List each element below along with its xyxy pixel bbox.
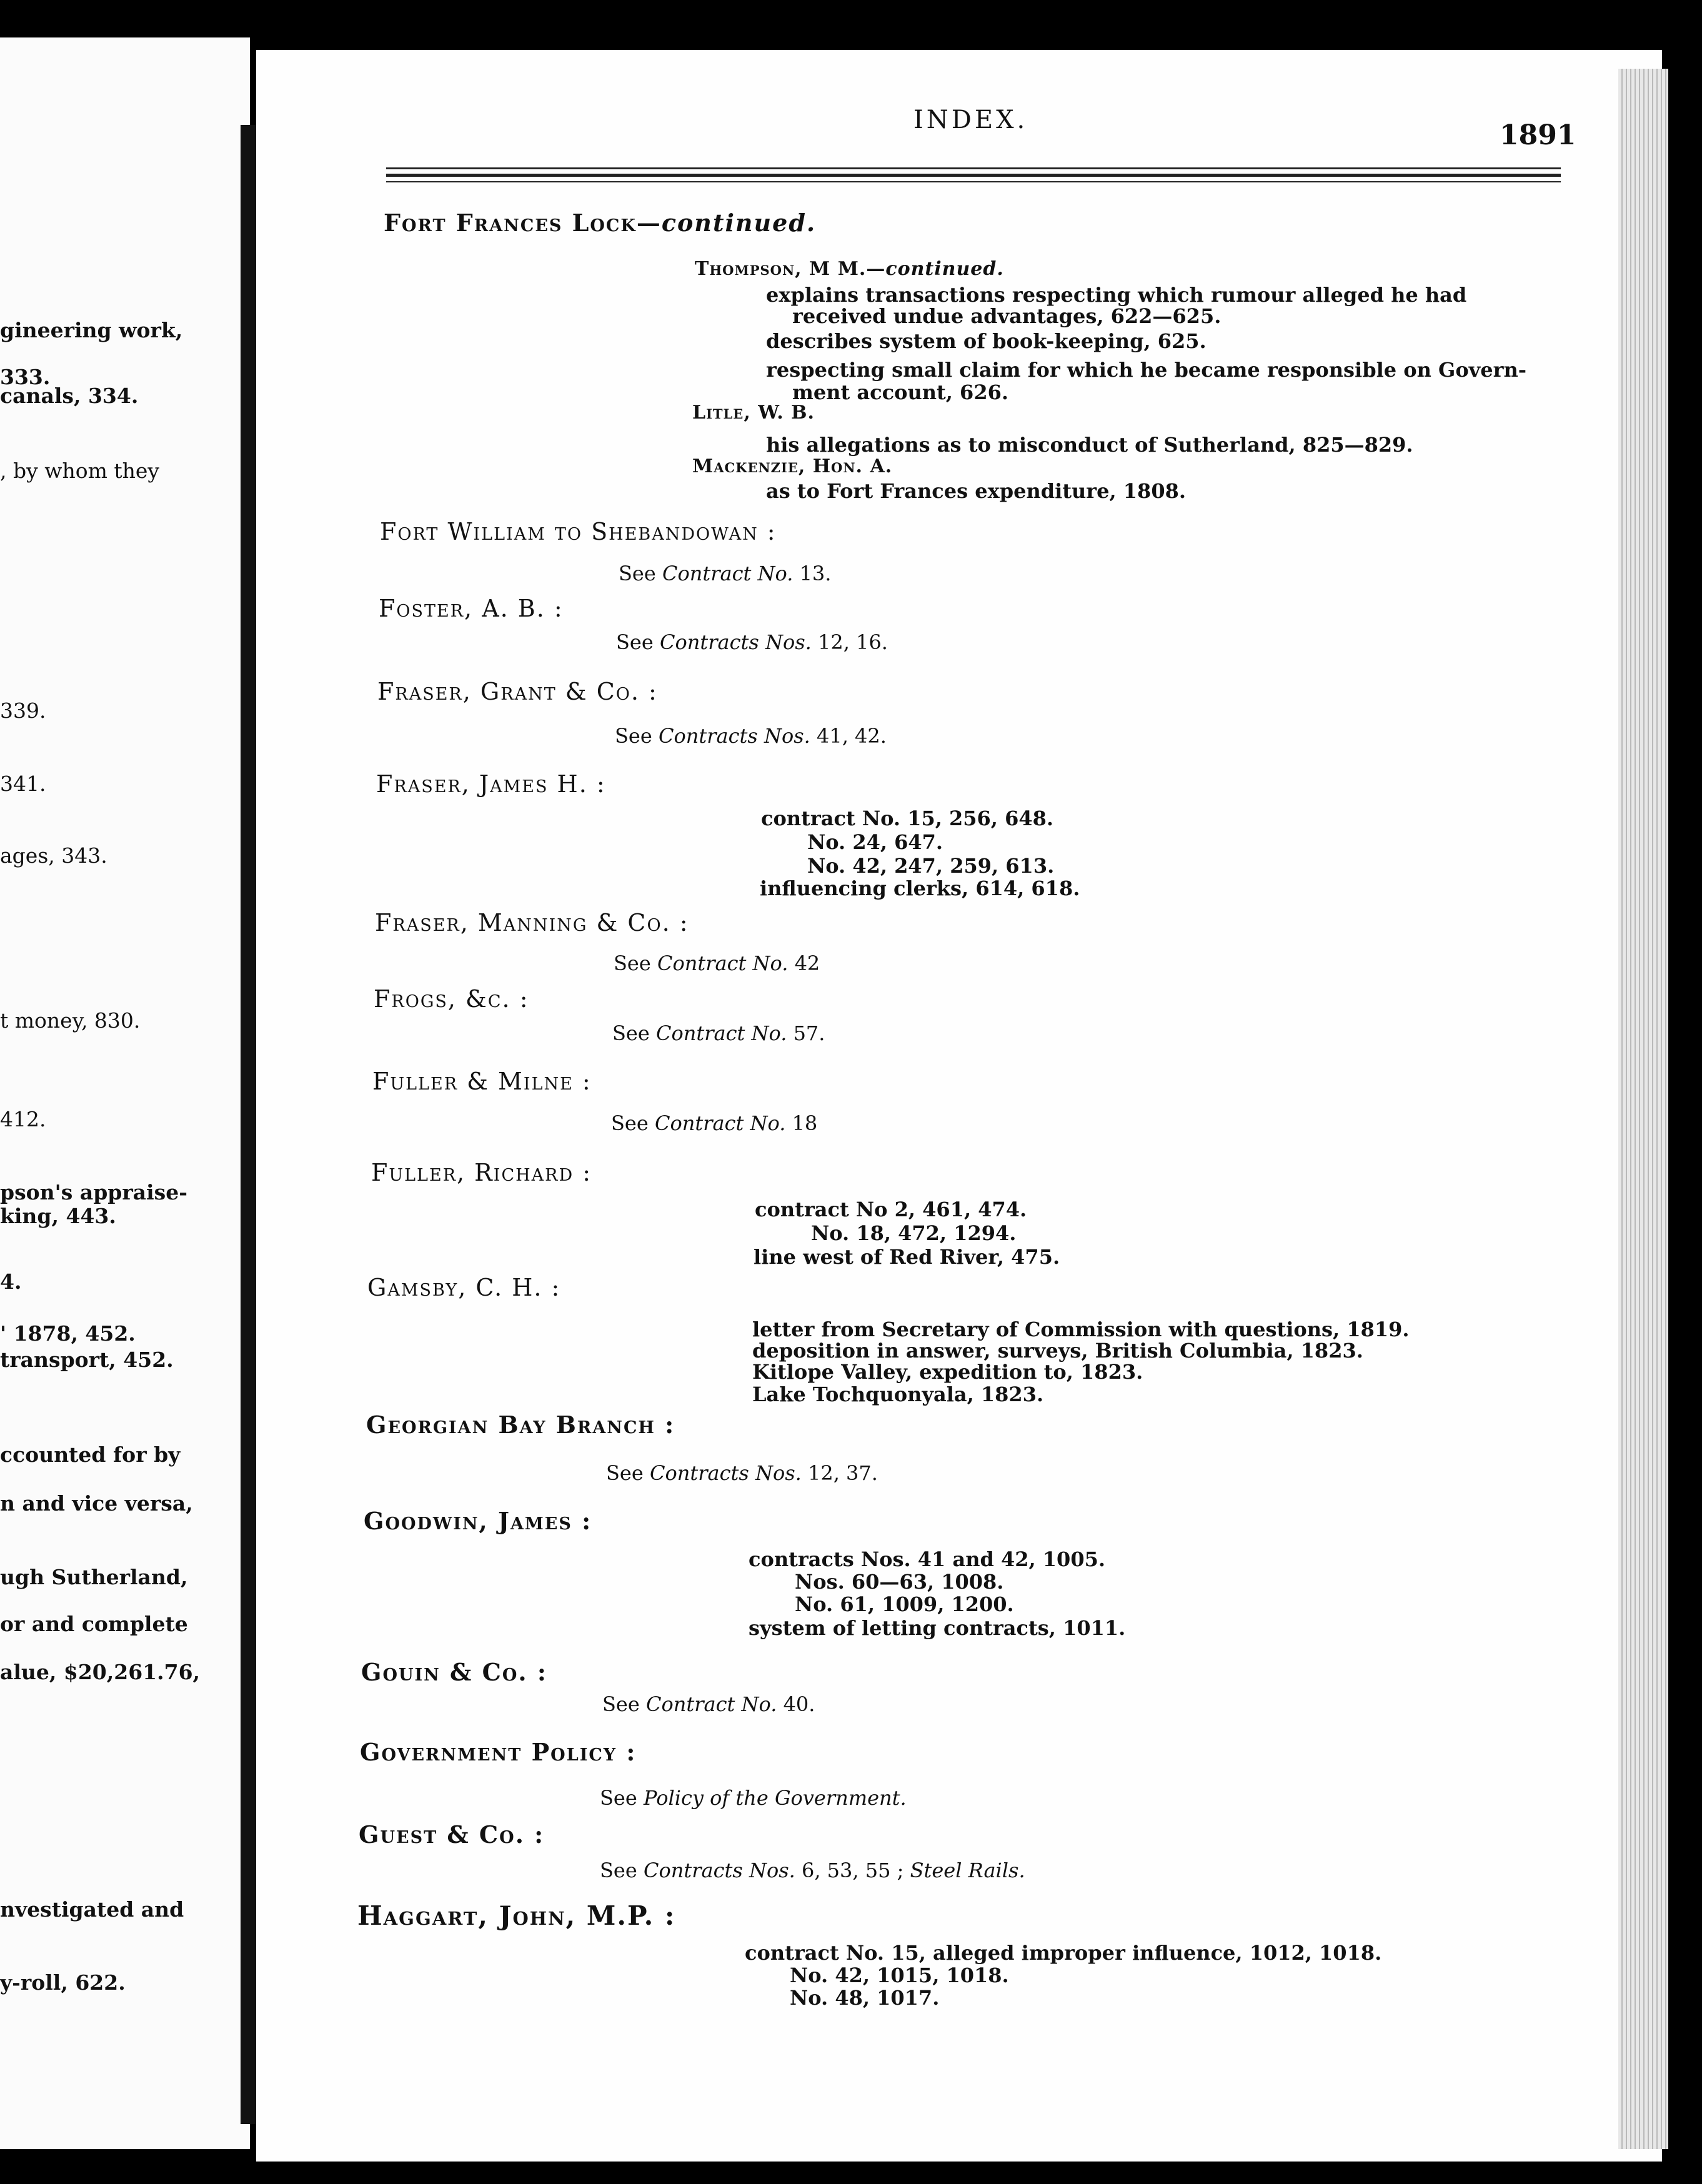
subentry-name: Thompson, M M.—continued. (695, 258, 1004, 280)
subentry-line: No. 48, 1017. (790, 1986, 940, 2010)
subentry-line: No. 24, 647. (807, 830, 943, 854)
subentry-line: system of letting contracts, 1011. (749, 1616, 1126, 1640)
left-line: ccounted for by (0, 1442, 181, 1467)
cross-reference: See Contracts Nos. 12, 37. (606, 1461, 878, 1485)
cross-reference: See Contract No. 13. (619, 562, 832, 585)
entry-heading: Fort William to Shebandowan : (380, 518, 777, 545)
left-line: , by whom they (0, 459, 160, 483)
subentry-line: No. 61, 1009, 1200. (795, 1592, 1014, 1616)
entry-heading: Goodwin, James : (364, 1507, 592, 1535)
subentry-line: Lake Tochquonyala, 1823. (752, 1382, 1044, 1406)
subentry-line: explains transactions respecting which rumour alleged he had (766, 283, 1467, 307)
subentry-line: Kitlope Valley, expedition to, 1823. (752, 1360, 1143, 1384)
left-line: ages, 343. (0, 843, 107, 868)
left-line: 333. (0, 365, 51, 389)
left-line: king, 443. (0, 1204, 116, 1228)
left-line: nvestigated and (0, 1897, 184, 1922)
cross-reference: See Contracts Nos. 12, 16. (616, 630, 888, 654)
left-line: pson's appraise- (0, 1180, 187, 1204)
entry-heading: Foster, A. B. : (379, 595, 564, 622)
subentry-line: his allegations as to misconduct of Sutherland, 825—829. (766, 433, 1413, 457)
cross-reference: See Contract No. 40. (602, 1692, 815, 1716)
subentry-line: ment account, 626. (792, 380, 1008, 404)
header-rule (386, 181, 1561, 182)
left-line: alue, $20,261.76, (0, 1660, 201, 1684)
subentry-line: describes system of book-keeping, 625. (766, 329, 1207, 353)
cross-reference: See Contracts Nos. 6, 53, 55 ; Steel Rails. (600, 1859, 1025, 1882)
page-edges (1618, 69, 1668, 2149)
entry-heading: Government Policy : (360, 1738, 637, 1766)
left-line: 4. (0, 1269, 22, 1294)
header-rule-thick (386, 174, 1561, 177)
left-line: gineering work, (0, 318, 183, 342)
cross-reference: See Policy of the Government. (600, 1786, 907, 1810)
cross-reference: See Contracts Nos. 41, 42. (615, 724, 887, 748)
subentry-line: No. 18, 472, 1294. (811, 1221, 1017, 1245)
book-gutter (241, 125, 258, 2124)
left-line: y-roll, 622. (0, 1970, 126, 1995)
cross-reference: See Contract No. 57. (612, 1021, 825, 1045)
entry-heading: Fort Frances Lock—continued. (384, 209, 817, 237)
subentry-line: contract No. 15, alleged improper influence, 1012, 1018. (745, 1941, 1382, 1965)
cross-reference: See Contract No. 42 (614, 951, 820, 975)
entry-heading: Frogs, &c. : (374, 985, 529, 1013)
entry-heading: Georgian Bay Branch : (366, 1411, 675, 1439)
running-head: INDEX. (913, 106, 1028, 134)
left-line: 412. (0, 1107, 46, 1131)
subentry-line: contract No. 15, 256, 648. (761, 807, 1054, 830)
left-line: ugh Sutherland, (0, 1565, 188, 1589)
entry-heading: Fraser, Grant & Co. : (377, 678, 658, 705)
subentry-line: letter from Secretary of Commission with questions, 1819. (752, 1318, 1410, 1341)
left-line: ' 1878, 452. (0, 1321, 136, 1346)
header-rule (386, 167, 1561, 169)
left-line: canals, 334. (0, 384, 139, 408)
subentry-line: contracts Nos. 41 and 42, 1005. (749, 1547, 1105, 1571)
entry-heading: Fuller & Milne : (372, 1068, 592, 1095)
entry-heading: Fuller, Richard : (371, 1159, 592, 1186)
entry-heading: Gamsby, C. H. : (367, 1274, 561, 1301)
entry-heading: Fraser, Manning & Co. : (375, 909, 689, 936)
entry-heading: Guest & Co. : (359, 1820, 545, 1849)
left-line: n and vice versa, (0, 1491, 193, 1516)
subentry-name: Mackenzie, Hon. A. (692, 455, 893, 477)
subentry-name: Litle, W. B. (692, 402, 815, 424)
left-line: t money, 830. (0, 1008, 141, 1033)
subentry-line: as to Fort Frances expenditure, 1808. (766, 479, 1186, 503)
subentry-line: received undue advantages, 622—625. (792, 304, 1222, 328)
left-page (0, 37, 250, 2149)
entry-heading: Fraser, James H. : (376, 770, 606, 798)
subentry-line: No. 42, 1015, 1018. (790, 1963, 1009, 1987)
left-line: transport, 452. (0, 1348, 174, 1372)
subentry-line: Nos. 60—63, 1008. (795, 1570, 1004, 1594)
subentry-line: line west of Red River, 475. (754, 1245, 1060, 1269)
subentry-line: No. 42, 247, 259, 613. (807, 854, 1055, 878)
subentry-line: influencing clerks, 614, 618. (760, 876, 1080, 900)
page-number: 1891 (1500, 119, 1576, 151)
subentry-line: deposition in answer, surveys, British Columbia, 1823. (752, 1339, 1363, 1363)
entry-heading: Gouin & Co. : (361, 1658, 547, 1686)
left-line: 339. (0, 698, 46, 723)
left-line: or and complete (0, 1612, 188, 1636)
subentry-line: respecting small claim for which he became responsible on Govern- (766, 358, 1527, 382)
entry-heading: Haggart, John, M.P. : (357, 1900, 676, 1931)
cross-reference: See Contract No. 18 (611, 1111, 818, 1135)
subentry-line: contract No 2, 461, 474. (755, 1198, 1027, 1221)
left-line: 341. (0, 772, 46, 796)
